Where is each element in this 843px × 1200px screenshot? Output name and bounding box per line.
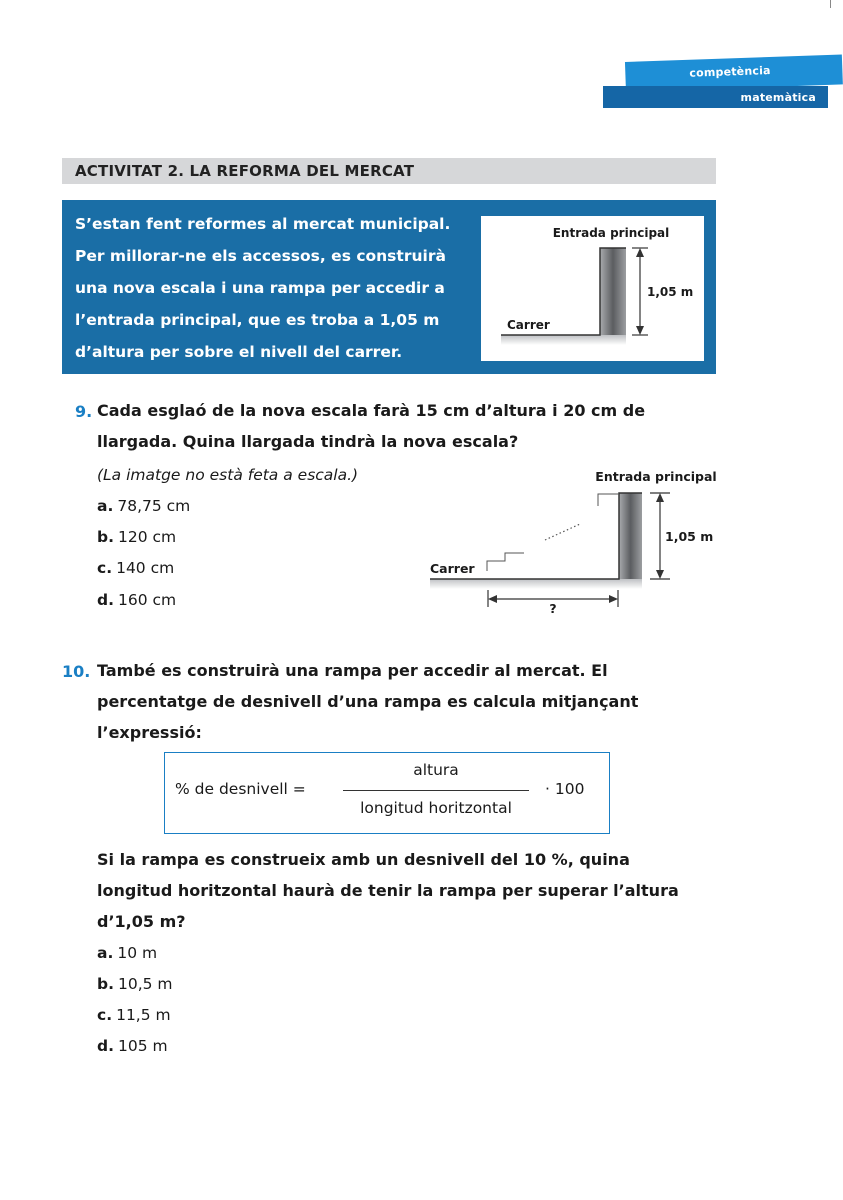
intro-line: d’altura per sobre el nivell del carrer.: [75, 343, 403, 361]
question-9-text: [97, 395, 717, 457]
crop-mark: [830, 0, 831, 8]
formula-rhs: · 100: [545, 780, 585, 798]
option-text: 10,5 m: [117, 975, 173, 993]
entrance-height-diagram: [481, 216, 704, 361]
option-text: 78,75 cm: [117, 497, 191, 515]
option-text: 120 cm: [117, 528, 177, 546]
arrow-up-icon: [636, 248, 644, 257]
street-label: Carrer: [507, 318, 550, 332]
question-10-line: l’expressió:: [97, 723, 202, 742]
question-10-option-b[interactable]: [97, 975, 173, 993]
option-text: 160 cm: [117, 591, 177, 609]
question-9-option-b[interactable]: [97, 528, 176, 546]
question-10-line: percentatge de desnivell d’una rampa es calcula mitjançant: [97, 692, 639, 711]
staircase-figure: [420, 460, 730, 630]
street-label: Carrer: [430, 561, 475, 576]
intro-box: [62, 200, 716, 374]
question-10-text: [97, 655, 737, 748]
formula-box: [164, 752, 610, 834]
intro-line: l’entrada principal, que es troba a 1,05 m: [75, 311, 440, 329]
arrow-right-icon: [609, 595, 618, 603]
top-step: [598, 494, 619, 506]
lower-steps: [487, 553, 524, 571]
option-text: 11,5 m: [116, 1006, 171, 1024]
intro-line: una nova escala i una rampa per accedir a: [75, 279, 445, 297]
option-text: 140 cm: [116, 559, 175, 577]
question-10-followup-line: d’1,05 m?: [97, 912, 186, 931]
option-letter: c.: [97, 1006, 113, 1024]
option-letter: c.: [97, 559, 113, 577]
option-text: 10 m: [117, 944, 158, 962]
street-ground: [501, 335, 626, 345]
question-9-number: 9.: [75, 402, 93, 421]
option-letter: d.: [97, 591, 114, 609]
unknown-length-label: ?: [549, 601, 557, 616]
competence-tag-line2: matemàtica: [740, 91, 816, 104]
intro-text: [75, 208, 475, 368]
option-letter: b.: [97, 528, 114, 546]
option-letter: d.: [97, 1037, 114, 1055]
question-10-option-a[interactable]: [97, 944, 157, 962]
option-letter: a.: [97, 497, 114, 515]
entrance-label: Entrada principal: [552, 226, 670, 240]
formula-lhs: % de desnivell =: [175, 780, 306, 798]
competence-subtag: [603, 86, 828, 108]
question-9-line: Cada esglaó de la nova escala farà 15 cm d’altura i 20 cm de: [97, 401, 646, 420]
question-9-option-c[interactable]: [97, 559, 174, 577]
height-label: 1,05 m: [665, 529, 714, 544]
steps-ellipsis: [545, 524, 580, 540]
intro-line: S’estan fent reformes al mercat municipal.: [75, 215, 451, 233]
fraction-bar: [343, 790, 529, 791]
question-10-option-c[interactable]: [97, 1006, 171, 1024]
question-10-followup-line: Si la rampa es construeix amb un desnivell del 10 %, quina: [97, 850, 630, 869]
question-10-followup: [97, 844, 747, 937]
question-10-line: També es construirà una rampa per accedir al mercat. El: [97, 661, 608, 680]
arrow-down-icon: [636, 326, 644, 335]
question-9-option-a[interactable]: [97, 497, 190, 515]
entrance-height-figure: [481, 216, 704, 361]
arrow-down-icon: [656, 570, 664, 579]
question-9-line: llargada. Quina llargada tindrà la nova escala?: [97, 432, 519, 451]
arrow-left-icon: [488, 595, 497, 603]
option-letter: a.: [97, 944, 114, 962]
formula-numerator: altura: [413, 761, 459, 779]
question-10-option-d[interactable]: [97, 1037, 168, 1055]
formula-denominator: longitud horitzontal: [360, 799, 512, 817]
competence-tag-line1: competència: [689, 63, 771, 80]
building-wall: [600, 248, 626, 338]
option-letter: b.: [97, 975, 114, 993]
question-10-followup-line: longitud horitzontal haurà de tenir la rampa per superar l’altura: [97, 881, 679, 900]
street-ground: [430, 579, 642, 589]
question-10-number: 10.: [62, 662, 91, 681]
option-text: 105 m: [117, 1037, 168, 1055]
entrance-label: Entrada principal: [595, 469, 717, 484]
activity-title: ACTIVITAT 2. LA REFORMA DEL MERCAT: [62, 158, 716, 184]
intro-line: Per millorar-ne els accessos, es construirà: [75, 247, 446, 265]
arrow-up-icon: [656, 493, 664, 502]
question-9-option-d[interactable]: [97, 591, 176, 609]
question-9-note: (La imatge no està feta a escala.): [97, 466, 359, 484]
building-wall: [619, 493, 642, 581]
height-label: 1,05 m: [647, 285, 694, 299]
